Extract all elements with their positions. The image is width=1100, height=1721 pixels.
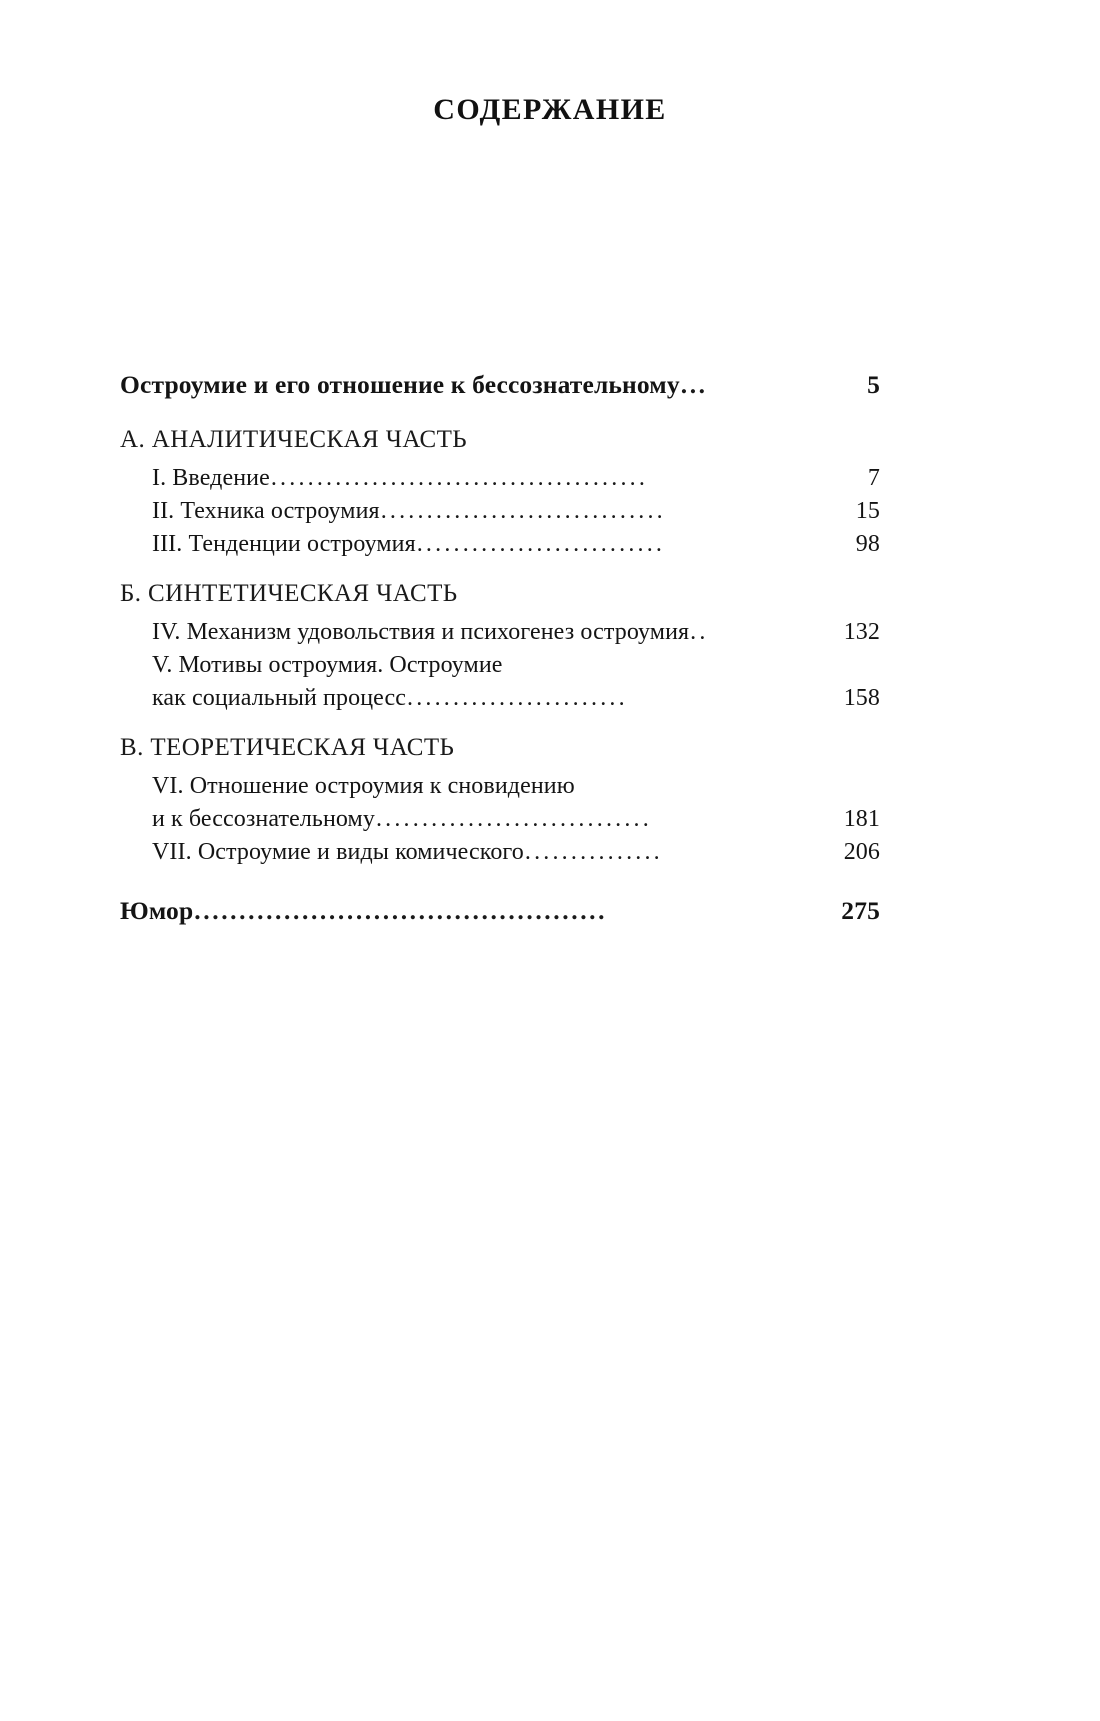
toc-chapter-title: и к бессознательному: [152, 806, 375, 832]
dot-leader: ..............................................: [194, 896, 608, 925]
toc-chapter-page: 15: [855, 498, 880, 524]
toc-chapter-page: 98: [855, 531, 880, 557]
toc-chapter-page: 7: [867, 465, 880, 491]
page-title: СОДЕРЖАНИЕ: [433, 93, 667, 126]
toc-part-v: [120, 734, 880, 866]
toc-part-label: Б. СИНТЕТИЧЕСКАЯ ЧАСТЬ: [120, 580, 458, 607]
toc-chapter-i[interactable]: [152, 465, 880, 492]
toc-chapter-iii[interactable]: [152, 531, 880, 558]
toc-part-b: [120, 580, 880, 712]
dot-leader: ...............: [524, 839, 663, 865]
dot-leader: .........................................: [270, 465, 649, 491]
toc-part-label: В. ТЕОРЕТИЧЕСКАЯ ЧАСТЬ: [120, 734, 455, 761]
toc-chapter-title: II. Техника остроумия: [152, 498, 380, 524]
toc-entry-page: 275: [841, 896, 880, 925]
toc-list: [120, 370, 880, 952]
toc-chapter-vii[interactable]: [152, 839, 880, 866]
toc-chapter-page: 158: [843, 685, 880, 711]
toc-entry-title: Юмор: [120, 896, 194, 925]
dot-leader: ..: [690, 619, 709, 645]
toc-entry-main[interactable]: [120, 370, 880, 400]
toc-chapter-vi[interactable]: [152, 806, 880, 833]
toc-entry-humor[interactable]: [120, 896, 880, 926]
toc-chapter-title: I. Введение: [152, 465, 270, 491]
dot-leader: ...........................: [416, 531, 666, 557]
toc-part-a: [120, 426, 880, 558]
toc-chapter-vi-line1: VI. Отношение остроумия к сновидению: [152, 773, 575, 799]
toc-chapter-page: 181: [843, 806, 880, 832]
toc-chapter-page: 206: [843, 839, 880, 865]
dot-leader: ...............................: [380, 498, 666, 524]
toc-entry-page: 5: [867, 370, 880, 399]
toc-chapter-title: VII. Остроумие и виды комического: [152, 839, 524, 865]
toc-chapter-v[interactable]: [152, 685, 880, 712]
toc-chapter-ii[interactable]: [152, 498, 880, 525]
toc-chapter-title: IV. Механизм удовольствия и психогенез остроумия: [152, 619, 690, 645]
dot-leader: ...: [680, 370, 708, 399]
toc-part-label: А. АНАЛИТИЧЕСКАЯ ЧАСТЬ: [120, 426, 468, 453]
toc-chapter-v-line1: V. Мотивы остроумия. Остроумие: [152, 652, 503, 678]
toc-chapter-title: III. Тенденции остроумия: [152, 531, 416, 557]
dot-leader: ........................: [407, 685, 628, 711]
toc-chapter-title: как социальный процесс: [152, 685, 406, 711]
toc-chapter-iv[interactable]: [152, 619, 880, 646]
toc-chapter-page: 132: [843, 619, 880, 645]
dot-leader: ..............................: [375, 806, 652, 832]
toc-entry-title: Остроумие и его отношение к бессознательному: [120, 370, 680, 399]
